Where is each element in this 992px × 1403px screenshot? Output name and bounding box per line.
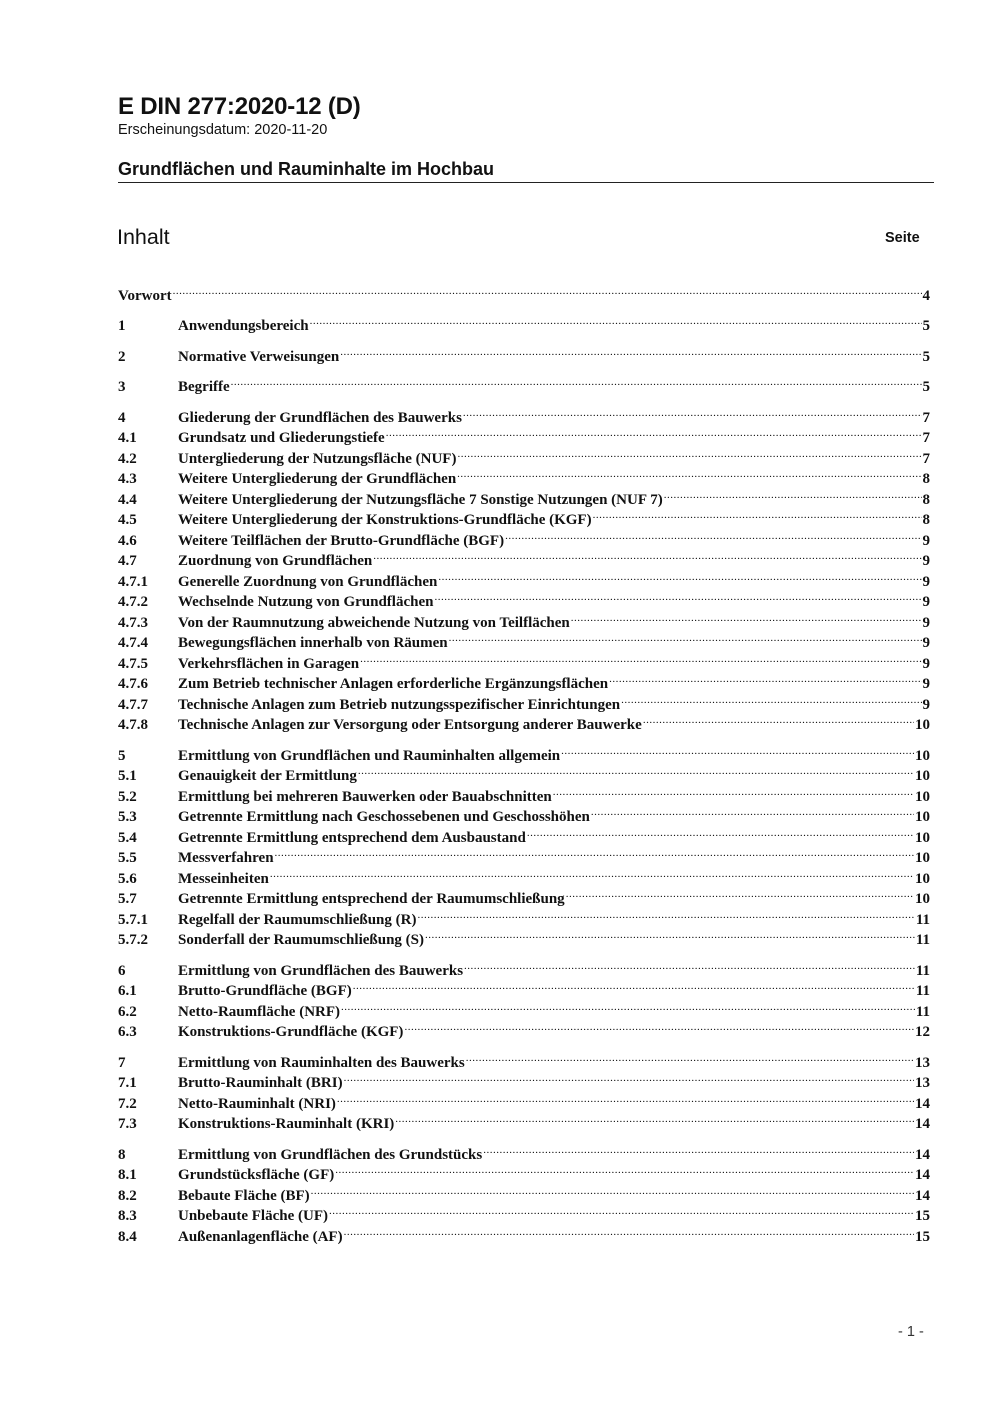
toc-entry-page: 10 [915,809,930,825]
toc-entry-page: 9 [922,574,930,590]
toc-entry-page: 14 [915,1116,930,1132]
toc-entry[interactable] [118,1088,930,1112]
toc-entry-page: 9 [922,615,930,631]
toc-entry[interactable] [118,566,930,590]
document-title: Grundflächen und Rauminhalte im Hochbau [118,159,495,179]
toc-leader-dots [643,709,914,729]
toc-entry-number: 2 [118,349,126,365]
toc-entry-page: 11 [915,1004,930,1020]
toc-entry-title: Ermittlung bei mehreren Bauwerken oder Bauabschnitten [178,789,552,805]
toc-entry-number: 4.7.7 [118,697,148,713]
toc-entry-page: 11 [915,932,930,948]
toc-entry-title: Technische Anlagen zum Betrieb nutzungsspezifischer Einrichtungen [178,697,621,713]
toc-entry-page: 9 [922,553,930,569]
toc-leader-dots [353,975,915,995]
toc-entry[interactable] [118,863,930,887]
toc-entry[interactable] [118,955,930,979]
toc-page-column-label: Seite [885,230,920,246]
toc-entry-number: 7.3 [118,1116,137,1132]
toc-leader-dots [395,1108,914,1128]
toc-entry-page: 13 [915,1055,930,1071]
toc-entry-page: 14 [915,1096,930,1112]
toc-entry-title: Normative Verweisungen [178,349,340,365]
toc-leader-dots [386,422,922,442]
toc-leader-dots [425,924,915,944]
toc-entry-number: 4.7 [118,553,137,569]
toc-entry-number: 4.7.2 [118,594,148,610]
toc-entry[interactable] [118,801,930,825]
toc-leader-dots [609,668,921,688]
toc-entry-title: Grundstücksfläche (GF) [178,1167,335,1183]
toc-leader-dots [571,607,922,627]
toc-entry-number: 4.6 [118,533,137,549]
toc-entry-number: 5.2 [118,789,137,805]
toc-entry[interactable] [118,709,930,733]
toc-entry-page: 9 [922,594,930,610]
toc-leader-dots [270,863,914,883]
toc-entry-title: Getrennte Ermittlung nach Geschossebenen und Geschosshöhen [178,809,590,825]
toc-entry-number: 5.5 [118,850,137,866]
toc-entry-title: Wechselnde Nutzung von Grundflächen [178,594,434,610]
toc-leader-dots [360,648,921,668]
toc-entry[interactable] [118,904,930,928]
toc-entry[interactable] [118,996,930,1020]
toc-entry[interactable] [118,842,930,866]
toc-entry-page: 14 [915,1147,930,1163]
toc-entry-page: 12 [915,1024,930,1040]
toc-entry-number: 7.1 [118,1075,137,1091]
toc-entry-number: 5.7.2 [118,932,148,948]
toc-leader-dots [591,801,914,821]
toc-leader-dots [341,996,915,1016]
toc-entry[interactable] [118,1200,930,1224]
toc-entry-page: 10 [915,891,930,907]
toc-entry[interactable] [118,822,930,846]
toc-entry-number: 5.6 [118,871,137,887]
toc-entry[interactable] [118,371,930,395]
toc-entry[interactable] [118,1180,930,1204]
toc-entry-number: 4.7.6 [118,676,148,692]
toc-entry-page: 9 [922,635,930,651]
toc-leader-dots [463,402,922,422]
toc-entry[interactable] [118,280,930,304]
toc-entry-page: 10 [915,717,930,733]
toc-entry-title: Konstruktions-Rauminhalt (KRI) [178,1116,395,1132]
toc-entry[interactable] [118,1159,930,1183]
toc-entry-page: 14 [915,1167,930,1183]
toc-entry-title: Messverfahren [178,850,274,866]
toc-entry-number: 8 [118,1147,126,1163]
toc-entry-title: Brutto-Grundfläche (BGF) [178,983,352,999]
toc-entry-title: Generelle Zuordnung von Grundflächen [178,574,438,590]
toc-entry-title: Brutto-Rauminhalt (BRI) [178,1075,343,1091]
toc-entry[interactable] [118,1016,930,1040]
toc-leader-dots [505,525,921,545]
toc-entry-page: 13 [915,1075,930,1091]
toc-entry-page: 14 [915,1188,930,1204]
toc-entry[interactable] [118,1221,930,1245]
toc-entry[interactable] [118,648,930,672]
toc-entry-title: Bebaute Fläche (BF) [178,1188,310,1204]
toc-entry[interactable] [118,586,930,610]
toc-leader-dots [593,504,922,524]
toc-entry-page: 7 [922,451,930,467]
toc-leader-dots [344,1221,914,1241]
toc-entry-page: 8 [922,512,930,528]
toc-entry-page: 10 [915,768,930,784]
toc-entry[interactable] [118,1067,930,1091]
document-id: E DIN 277:2020-12 (D) [118,93,361,120]
toc-entry-title: Regelfall der Raumumschließung (R) [178,912,417,928]
toc-entry-number: 5 [118,748,126,764]
toc-entry-number: 5.7.1 [118,912,148,928]
toc-entry[interactable] [118,422,930,446]
toc-entry-number: 4.1 [118,430,137,446]
toc-entry-page: 10 [915,748,930,764]
toc-leader-dots [464,955,915,975]
toc-entry-page: 10 [915,789,930,805]
toc-entry[interactable] [118,627,930,651]
page-number: - 1 - [898,1324,924,1340]
toc-entry[interactable] [118,1139,930,1163]
toc-entry-page: 4 [922,288,930,304]
toc-leader-dots [527,822,914,842]
toc-entry-title: Von der Raumnutzung abweichende Nutzung von Teilflächen [178,615,570,631]
toc-entry[interactable] [118,504,930,528]
toc-entry-page: 5 [922,349,930,365]
toc-leader-dots [340,341,921,361]
toc-entry-page: 5 [922,318,930,334]
toc-entry-page: 9 [922,697,930,713]
toc-leader-dots [404,1016,914,1036]
toc-entry-title: Technische Anlagen zur Versorgung oder Entsorgung anderer Bauwerke [178,717,642,733]
toc-entry-title: Messeinheiten [178,871,269,887]
toc-leader-dots [449,627,922,647]
publication-date: Erscheinungsdatum: 2020-11-20 [118,122,328,138]
toc-entry-number: 5.3 [118,809,137,825]
toc-leader-dots [566,883,914,903]
toc-entry-title: Zum Betrieb technischer Anlagen erforderliche Ergänzungsflächen [178,676,609,692]
toc-leader-dots [275,842,914,862]
toc-leader-dots [553,781,914,801]
toc-leader-dots [417,904,914,924]
toc-leader-dots [173,280,922,300]
toc-entry-title: Unbebaute Fläche (UF) [178,1208,328,1224]
toc-entry-page: 10 [915,830,930,846]
toc-leader-dots [373,545,921,565]
toc-entry-title: Grundsatz und Gliederungstiefe [178,430,385,446]
toc-entry[interactable] [118,883,930,907]
toc-entry[interactable] [118,1047,930,1071]
toc-entry-page: 11 [915,983,930,999]
toc-entry-number: 4.7.5 [118,656,148,672]
toc-leader-dots [457,463,921,483]
toc-entry[interactable] [118,668,930,692]
toc-entry-title: Außenanlagenfläche (AF) [178,1229,343,1245]
toc-leader-dots [561,740,914,760]
toc-entry-number: 5.1 [118,768,137,784]
toc-entry-page: 11 [915,912,930,928]
toc-entry[interactable] [118,689,930,713]
toc-entry-number: 4 [118,410,126,426]
toc-entry[interactable] [118,760,930,784]
toc-entry-title: Bewegungsflächen innerhalb von Räumen [178,635,448,651]
toc-entry-page: 7 [922,430,930,446]
toc-entry-page: 10 [915,850,930,866]
toc-entry-title: Netto-Raumfläche (NRF) [178,1004,341,1020]
toc-entry-number: 4.7.3 [118,615,148,631]
toc-entry[interactable] [118,740,930,764]
toc-entry-number: 8.4 [118,1229,137,1245]
toc-leader-dots [310,310,922,330]
toc-leader-dots [335,1159,914,1179]
toc-entry-number: 6.3 [118,1024,137,1040]
toc-entry-title: Weitere Teilflächen der Brutto-Grundfläche (BGF) [178,533,505,549]
toc-entry[interactable] [118,443,930,467]
toc-entry-title: Zuordnung von Grundflächen [178,553,373,569]
toc-leader-dots [457,443,921,463]
toc-leader-dots [438,566,921,586]
toc-entry-title: Getrennte Ermittlung entsprechend der Raumumschließung [178,891,565,907]
toc-entry-page: 8 [922,492,930,508]
toc-entry-title: Weitere Untergliederung der Nutzungsfläche 7 Sonstige Nutzungen (NUF 7) [178,492,663,508]
toc-entry-number: 5.4 [118,830,137,846]
toc-entry-number: 6.2 [118,1004,137,1020]
toc-entry-number: 8.1 [118,1167,137,1183]
toc-entry[interactable] [118,463,930,487]
toc-entry-title: Sonderfall der Raumumschließung (S) [178,932,425,948]
toc-entry-page: 9 [922,533,930,549]
toc-entry-title: Ermittlung von Grundflächen des Bauwerks [178,963,464,979]
toc-entry-page: 5 [922,379,930,395]
toc-entry[interactable] [118,341,930,365]
toc-entry-number: 4.2 [118,451,137,467]
toc-entry-title: Ermittlung von Grundflächen des Grundstücks [178,1147,483,1163]
toc-entry[interactable] [118,310,930,334]
toc-entry-number: Vorwort [118,288,172,304]
toc-entry[interactable] [118,607,930,631]
toc-entry[interactable] [118,402,930,426]
toc-leader-dots [466,1047,914,1067]
toc-entry[interactable] [118,924,930,948]
toc-entry-page: 7 [922,410,930,426]
toc-entry-number: 4.7.4 [118,635,148,651]
toc-entry-title: Ermittlung von Rauminhalten des Bauwerks [178,1055,465,1071]
header-divider [118,182,934,183]
toc-leader-dots [358,760,914,780]
toc-entry-number: 7.2 [118,1096,137,1112]
toc-entry-page: 8 [922,471,930,487]
toc-entry-number: 3 [118,379,126,395]
toc-entry-page: 11 [915,963,930,979]
toc-entry-page: 9 [922,676,930,692]
toc-entry-page: 15 [915,1208,930,1224]
toc-entry[interactable] [118,975,930,999]
toc-entry-number: 4.7.8 [118,717,148,733]
toc-entry-title: Weitere Untergliederung der Konstruktions-Grundfläche (KGF) [178,512,592,528]
toc-entry-number: 4.4 [118,492,137,508]
toc-leader-dots [664,484,922,504]
toc-entry-title: Weitere Untergliederung der Grundflächen [178,471,457,487]
toc-entry-title: Netto-Rauminhalt (NRI) [178,1096,336,1112]
toc-leader-dots [621,689,921,709]
toc-leader-dots [434,586,921,606]
toc-heading: Inhalt [117,225,170,249]
toc-leader-dots [311,1180,914,1200]
toc-entry[interactable] [118,781,930,805]
toc-entry-title: Gliederung der Grundflächen des Bauwerks [178,410,462,426]
toc-entry-number: 8.3 [118,1208,137,1224]
toc-entry-title: Verkehrsflächen in Garagen [178,656,360,672]
toc-entry-page: 9 [922,656,930,672]
toc-leader-dots [231,371,922,391]
toc-entry-number: 4.5 [118,512,137,528]
toc-leader-dots [483,1139,914,1159]
toc-entry-page: 15 [915,1229,930,1245]
toc-entry-number: 4.3 [118,471,137,487]
toc-leader-dots [329,1200,914,1220]
toc-entry-title: Genauigkeit der Ermittlung [178,768,357,784]
toc-entry-number: 6 [118,963,126,979]
toc-entry-number: 7 [118,1055,126,1071]
toc-entry-title: Untergliederung der Nutzungsfläche (NUF) [178,451,457,467]
toc-entry-title: Konstruktions-Grundfläche (KGF) [178,1024,404,1040]
toc-entry[interactable] [118,525,930,549]
toc-leader-dots [337,1088,914,1108]
toc-entry-title: Getrennte Ermittlung entsprechend dem Ausbaustand [178,830,526,846]
toc-entry[interactable] [118,1108,930,1132]
toc-entry-title: Ermittlung von Grundflächen und Rauminhalten allgemein [178,748,561,764]
toc-entry-title: Anwendungsbereich [178,318,309,334]
toc-entry-number: 6.1 [118,983,137,999]
toc-entry-page: 10 [915,871,930,887]
toc-entry-title: Begriffe [178,379,230,395]
toc-leader-dots [344,1067,914,1087]
toc-entry-number: 5.7 [118,891,137,907]
toc-entry[interactable] [118,545,930,569]
toc-entry[interactable] [118,484,930,508]
toc-entry-number: 4.7.1 [118,574,148,590]
toc-entry-number: 1 [118,318,126,334]
toc-entry-number: 8.2 [118,1188,137,1204]
